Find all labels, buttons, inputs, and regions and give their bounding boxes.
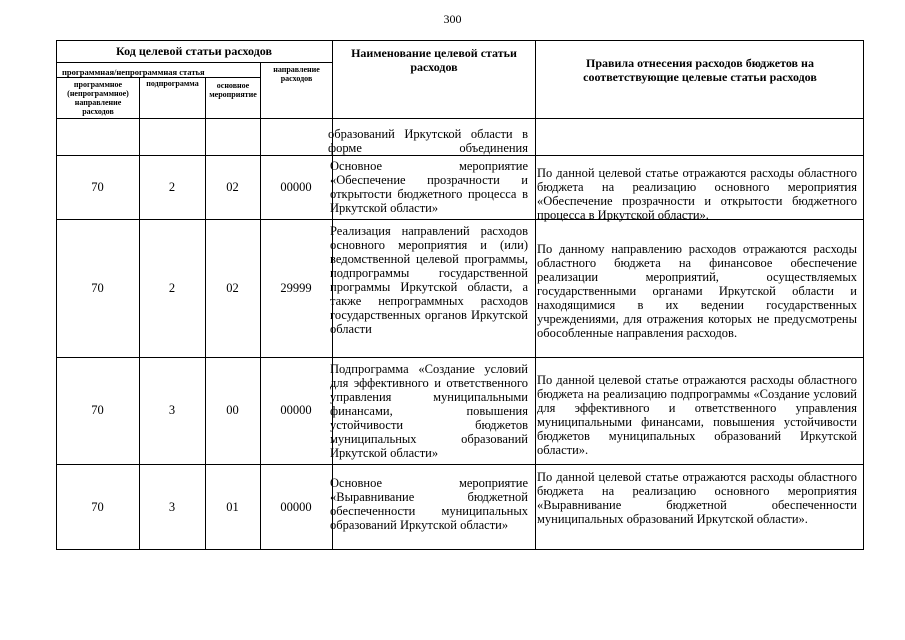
header-col-direction: направление расходов bbox=[273, 65, 320, 83]
row-direction: 00000 bbox=[280, 499, 312, 514]
row-name: Основное мероприятие «Обеспечение прозрачности и открытости бюджетного процесса в Иркутской области» bbox=[330, 159, 528, 215]
row-activity: 01 bbox=[226, 499, 239, 514]
row-name: Основное мероприятие «Выравнивание бюджетной обеспеченности муниципальных образований Иркутской области» bbox=[330, 476, 528, 532]
row-program: 70 bbox=[91, 280, 104, 295]
row-name: образований Иркутской области в форме объединения bbox=[328, 127, 528, 155]
row-program: 70 bbox=[91, 403, 104, 417]
row-direction: 00000 bbox=[280, 403, 312, 417]
row-rule: По данной целевой статье отражаются расходы областного бюджета на реализацию основного мероприятия «Обеспечение прозрачности и открытости бюджетного процесса в Иркутской области». bbox=[537, 166, 857, 222]
row-direction: 29999 bbox=[280, 280, 312, 295]
header-col-rules: Правила отнесения расходов бюджетов на соответствующие целевые статьи расходов bbox=[583, 56, 817, 84]
row-rule: По данному направлению расходов отражаются расходы областного бюджета на финансовое обеспечение реализации мероприятий, осуществляемых государственными органами Иркутской области и находящимися в их ведении государственных учреждениями, для отражения которых не предусмотрены обособленные направления расходов. bbox=[537, 242, 857, 340]
row-rule: По данной целевой статье отражаются расходы областного бюджета на реализацию основного мероприятия «Выравнивание бюджетной обеспеченности муниципальных образований Иркутской области». bbox=[537, 470, 857, 526]
row-rule: По данной целевой статье отражаются расходы областного бюджета на реализацию подпрограммы «Создание условий для эффективного и ответственного управления муниципальными финансами, повышения устойчивости бюджетов муниципальных образований Иркутской области». bbox=[537, 373, 857, 457]
header-col-name: Наименование целевой статьи расходов bbox=[351, 46, 517, 74]
row-activity: 00 bbox=[226, 403, 239, 417]
divider-header bbox=[56, 118, 864, 119]
row-program: 70 bbox=[91, 499, 104, 514]
row-program: 70 bbox=[91, 179, 104, 194]
row-activity: 02 bbox=[226, 280, 239, 295]
row-subprogram: 2 bbox=[168, 179, 176, 194]
header-code-group: Код целевой статьи расходов bbox=[116, 44, 272, 58]
header-col-activity: основное мероприятие bbox=[209, 81, 257, 99]
row-subprogram: 2 bbox=[168, 280, 176, 295]
header-col-subprogram: подпрограмма bbox=[146, 79, 199, 88]
header-col-program: программное (непрограммное) направление расходов bbox=[67, 79, 129, 116]
row-subprogram: 3 bbox=[168, 403, 176, 417]
header-program-group: программная/непрограммная статья bbox=[62, 67, 205, 77]
page-number: 300 bbox=[443, 12, 462, 26]
row-name: Реализация направлений расходов основного мероприятия и (или) ведомственной целевой программы, подпрограммы государственной программы Иркутской области, а также непрограммных расходов государственных органов Иркутской области bbox=[330, 224, 528, 336]
row-name: Подпрограмма «Создание условий для эффективного и ответственного управления муниципальными финансами, повышения устойчивости бюджетов муниципальных образований Иркутской области» bbox=[330, 362, 528, 460]
row-direction: 00000 bbox=[280, 179, 312, 194]
row-subprogram: 3 bbox=[168, 499, 176, 514]
row-activity: 02 bbox=[226, 179, 239, 194]
